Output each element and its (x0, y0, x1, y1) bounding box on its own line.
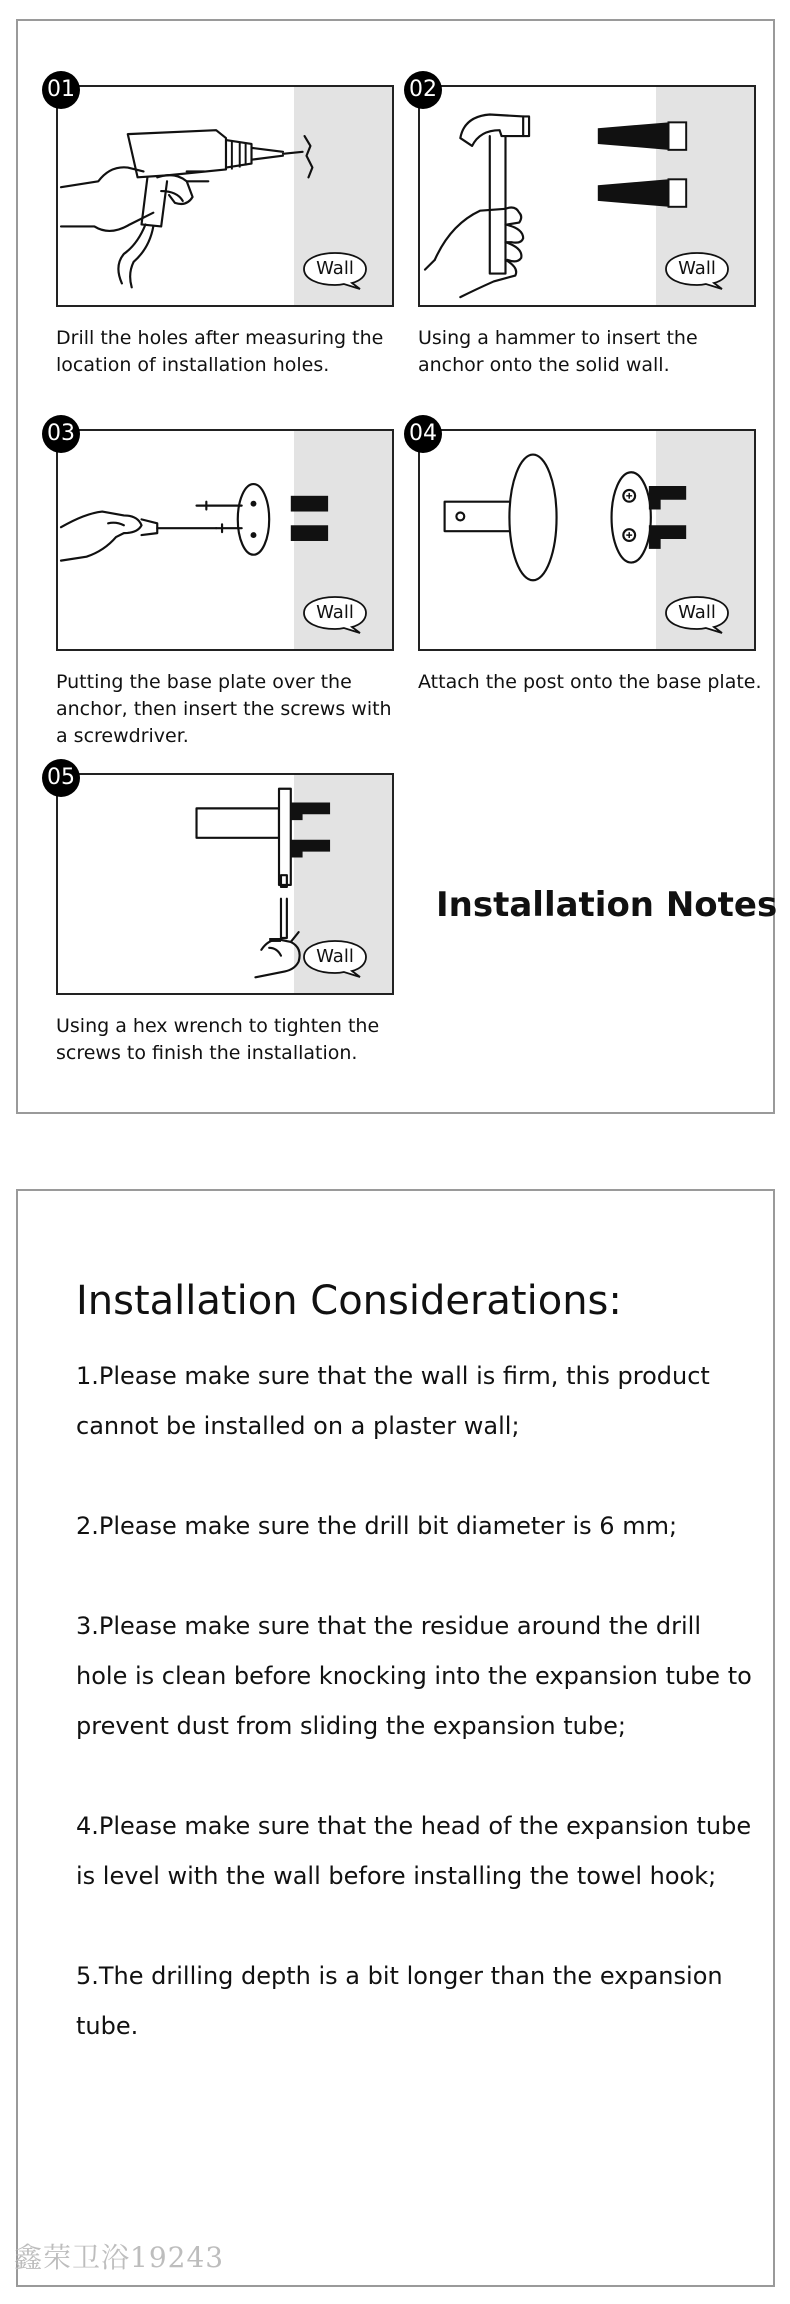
step-number-badge: 02 (404, 71, 442, 109)
installation-notes-title: Installation Notes (436, 885, 778, 925)
installation-considerations-panel (16, 1189, 775, 2287)
considerations-content (76, 1277, 756, 2101)
wall-speech-bubble (664, 595, 738, 635)
consideration-item: 4.Please make sure that the head of the expansion tube is level with the wall before installing the towel hook; (76, 1812, 752, 1890)
wall-label: Wall (316, 258, 354, 279)
considerations-title: Installation Considerations: (76, 1278, 622, 1324)
consideration-item: 1.Please make sure that the wall is firm, this product cannot be installed on a plaster wall; (76, 1362, 710, 1440)
step-illustration-frame (418, 85, 756, 307)
wall-speech-bubble (664, 251, 738, 291)
step-number-badge: 04 (404, 415, 442, 453)
wall-label: Wall (678, 602, 716, 623)
consideration-item: 2.Please make sure the drill bit diameter is 6 mm; (76, 1512, 678, 1540)
wall-label: Wall (316, 602, 354, 623)
installation-notes-panel (16, 19, 778, 1114)
wall-speech-bubble (302, 251, 376, 291)
wall-speech-bubble (302, 939, 376, 979)
step-caption: Using a hex wrench to tighten the screws to finish the installation. (56, 1015, 380, 1064)
step-illustration-frame (418, 429, 756, 651)
step-number-badge: 03 (42, 415, 80, 453)
wall-label: Wall (678, 258, 716, 279)
consideration-item: 3.Please make sure that the residue around the drill hole is clean before knocking into the expansion tube to prevent dust from sliding the expansion tube; (76, 1612, 752, 1740)
step-illustration-frame (56, 85, 394, 307)
step-caption: Attach the post onto the base plate. (418, 671, 762, 693)
step-illustration-frame (56, 773, 394, 995)
step-number-badge: 05 (42, 759, 80, 797)
watermark: 鑫荣卫浴19243 (14, 2241, 225, 2274)
step-illustration-frame (56, 429, 394, 651)
wall-speech-bubble (302, 595, 376, 635)
step-caption: Drill the holes after measuring the location of installation holes. (56, 327, 384, 376)
wall-label: Wall (316, 946, 354, 967)
step-caption: Putting the base plate over the anchor, then insert the screws with a screwdriver. (56, 671, 392, 747)
step-number-badge: 01 (42, 71, 80, 109)
step-caption: Using a hammer to insert the anchor onto the solid wall. (418, 327, 698, 376)
consideration-item: 5.The drilling depth is a bit longer than the expansion tube. (76, 1962, 723, 2040)
